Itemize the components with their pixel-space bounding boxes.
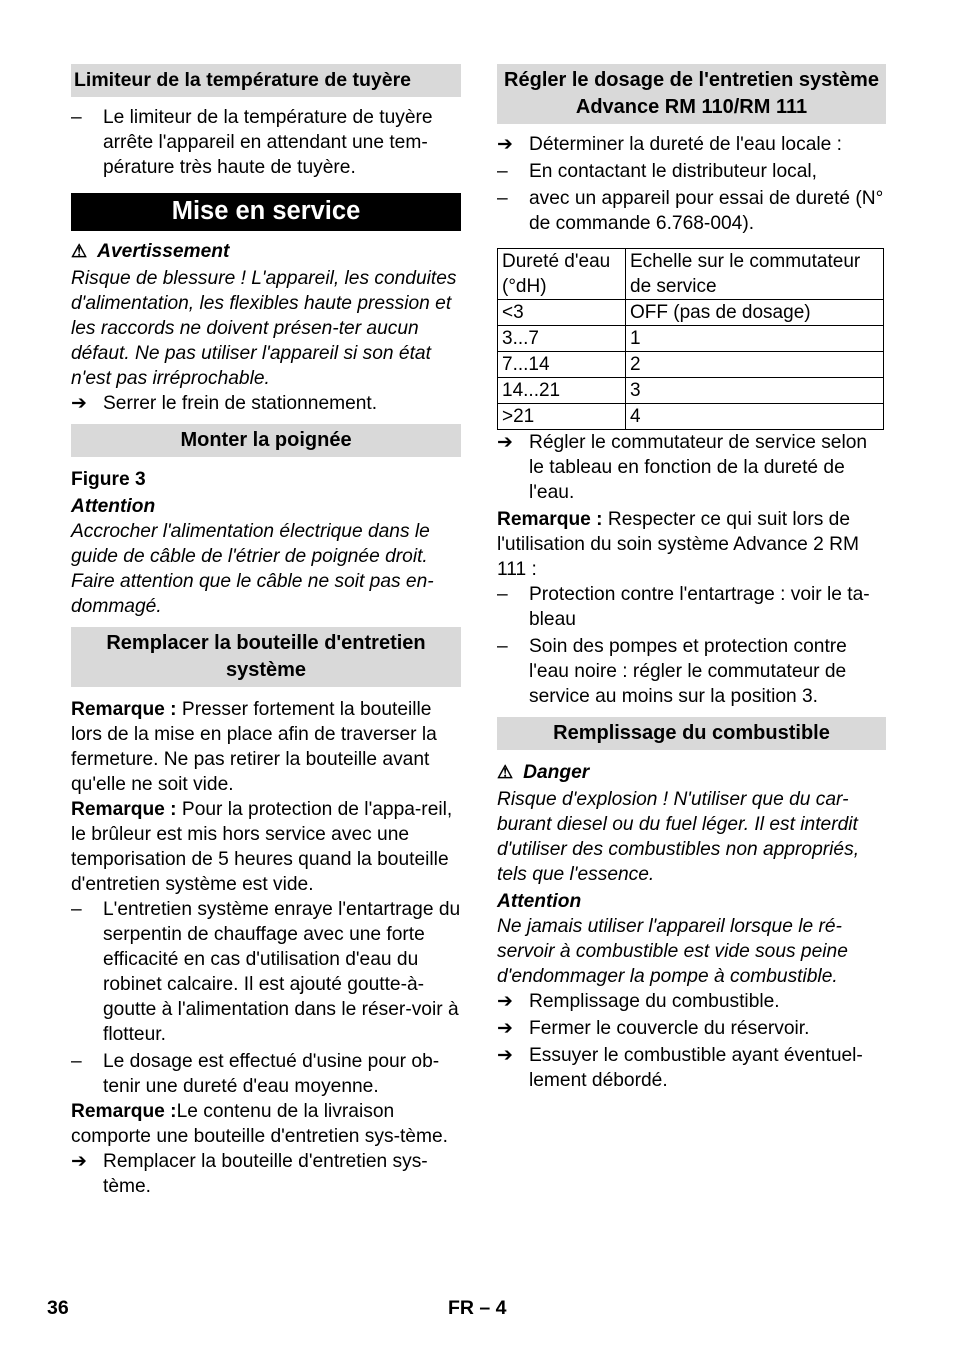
arrow-icon: ➔ (497, 991, 514, 1012)
table-cell: OFF (pas de dosage) (626, 300, 884, 326)
heading-replace-bottle: Remplacer la bouteille d'entretien système (71, 627, 461, 687)
attention-title: Attention (497, 891, 582, 912)
page-number: 36 (47, 1297, 69, 1319)
list-item (497, 634, 886, 709)
table-cell: <3 (498, 300, 626, 326)
water-hardness-table (497, 248, 884, 430)
list-item-text: Le dosage est effectué d'usine pour ob-tenir une dureté d'eau moyenne. (103, 1051, 440, 1097)
list-item-text: Soin des pompes et protection contre l'eau noire : régler le commutateur de service au moins sur la position 3. (529, 636, 847, 707)
table-cell: Echelle sur le commutateur de service (626, 249, 884, 300)
table-row (498, 378, 884, 404)
table-cell: 1 (626, 326, 884, 352)
note-label: Remarque : (497, 509, 603, 530)
attention-text: Accrocher l'alimentation électrique dans le guide de câble de l'étrier de poignée droit. Faire attention que le câble ne soit pas en-dommagé. (71, 521, 434, 617)
action-text: Fermer le couvercle du réservoir. (529, 1018, 810, 1039)
list-item-text: En contactant le distributeur local, (529, 161, 817, 182)
note-text: Pour la protection de l'appa-reil, le brûleur est mis hors service avec une temporisation de 5 heures quand la bouteille d'entretien système est vide. (71, 799, 453, 895)
warning-triangle-icon: ⚠ (71, 241, 88, 261)
heading-mount-handle: Monter la poignée (71, 424, 461, 457)
table-row (498, 326, 884, 352)
note-text: Presser fortement la bouteille lors de la mise en place afin de traverser la fermeture. Ne pas retirer la bouteille avant qu'elle ne soit vide. (71, 699, 437, 795)
action-item (497, 989, 886, 1014)
list-item-text: Le limiteur de la température de tuyère arrête l'appareil en attendant une tem-pérature très haute de tuyère. (103, 107, 433, 178)
table-cell: 7...14 (498, 352, 626, 378)
arrow-icon: ➔ (497, 134, 514, 155)
heading-nozzle-limiter: Limiteur de la température de tuyère (71, 64, 461, 97)
note-label: Remarque : (71, 799, 177, 820)
dash-marker: – (497, 161, 508, 182)
right-column (497, 64, 886, 1093)
heading-fuel-filling: Remplissage du combustible (497, 717, 886, 750)
list-item (497, 159, 886, 184)
dash-marker: – (71, 107, 82, 128)
table-cell: Dureté d'eau (°dH) (498, 249, 626, 300)
list-item-text: Protection contre l'entartrage : voir le ta-bleau (529, 584, 870, 630)
attention-text: Ne jamais utiliser l'appareil lorsque le ré-servoir à combustible est vide sous peine d'endommager la pompe à combustible. (497, 916, 848, 987)
action-text: Remplacer la bouteille d'entretien sys-tème. (103, 1151, 428, 1197)
table-cell: 4 (626, 404, 884, 430)
list-item (71, 897, 461, 1047)
warning-triangle-icon: ⚠ (497, 762, 514, 782)
warning-text: Risque de blessure ! L'appareil, les conduites d'alimentation, les flexibles haute pression et les raccords ne doivent présen-ter aucun défaut. Ne pas utiliser l'appareil si son état n'est pas irréprochable. (71, 268, 457, 389)
action-item (497, 430, 886, 505)
list-item (71, 1049, 461, 1099)
dash-marker: – (71, 1051, 82, 1072)
list-item-text: L'entretien système enraye l'entartrage du serpentin de chauffage avec une forte efficacité en cas d'utilisation d'eau du robinet calcaire. Il est ajouté goutte-à-goutte à l'alimentation dans le réser-voir à flotteur. (103, 899, 461, 1045)
arrow-icon: ➔ (497, 1018, 514, 1039)
action-item (497, 1043, 886, 1093)
action-item (497, 132, 886, 157)
section-title: Mise en service (71, 193, 461, 231)
action-text: Régler le commutateur de service selon le tableau en fonction de la dureté de l'eau. (529, 432, 868, 503)
note-text: Le contenu de la livraison comporte une bouteille d'entretien sys-tème. (71, 1101, 448, 1147)
table-row (498, 352, 884, 378)
table-cell: 3 (626, 378, 884, 404)
arrow-icon: ➔ (71, 1151, 88, 1172)
note-paragraph (71, 1099, 461, 1149)
action-text: Remplissage du combustible. (529, 991, 780, 1012)
left-column (71, 64, 461, 1199)
list-item (497, 582, 886, 632)
dash-marker: – (497, 188, 508, 209)
action-text: Serrer le frein de stationnement. (103, 393, 378, 414)
danger-text: Risque d'explosion ! N'utiliser que du car-burant diesel ou du fuel léger. Il est interdit d'utiliser des combustibles non appropriés, tels que l'essence. (497, 789, 860, 885)
arrow-icon: ➔ (497, 432, 514, 453)
table-row (498, 404, 884, 430)
warning-title: Avertissement (97, 241, 230, 262)
note-label: Remarque : (71, 699, 177, 720)
note-text: Respecter ce qui suit lors de l'utilisation du soin système Advance 2 RM 111 : (497, 509, 860, 580)
note-paragraph (71, 697, 461, 797)
table-row (498, 300, 884, 326)
dash-marker: – (497, 636, 508, 657)
arrow-icon: ➔ (71, 393, 88, 414)
table-header-row (498, 249, 884, 300)
note-paragraph (497, 507, 886, 582)
dash-marker: – (71, 899, 82, 920)
action-item (497, 1016, 886, 1041)
list-item-text: avec un appareil pour essai de dureté (N° de commande 6.768-004). (529, 188, 884, 234)
list-item (497, 186, 886, 236)
figure-reference: Figure 3 (71, 469, 146, 490)
heading-dosage: Régler le dosage de l'entretien système Advance RM 110/RM 111 (497, 64, 886, 124)
attention-title: Attention (71, 496, 156, 517)
warning-heading (71, 239, 461, 264)
note-paragraph (71, 797, 461, 897)
table-cell: 2 (626, 352, 884, 378)
table-cell: >21 (498, 404, 626, 430)
list-item (71, 105, 461, 180)
page-language-label: FR – 4 (448, 1297, 507, 1319)
action-item (71, 1149, 461, 1199)
action-text: Essuyer le combustible ayant éventuel-lement débordé. (529, 1045, 863, 1091)
dash-marker: – (497, 584, 508, 605)
table-cell: 14...21 (498, 378, 626, 404)
danger-title: Danger (523, 762, 590, 783)
arrow-icon: ➔ (497, 1045, 514, 1066)
action-text: Déterminer la dureté de l'eau locale : (529, 134, 842, 155)
note-label: Remarque : (71, 1101, 177, 1122)
action-item (71, 391, 461, 416)
table-cell: 3...7 (498, 326, 626, 352)
danger-heading (497, 760, 886, 785)
